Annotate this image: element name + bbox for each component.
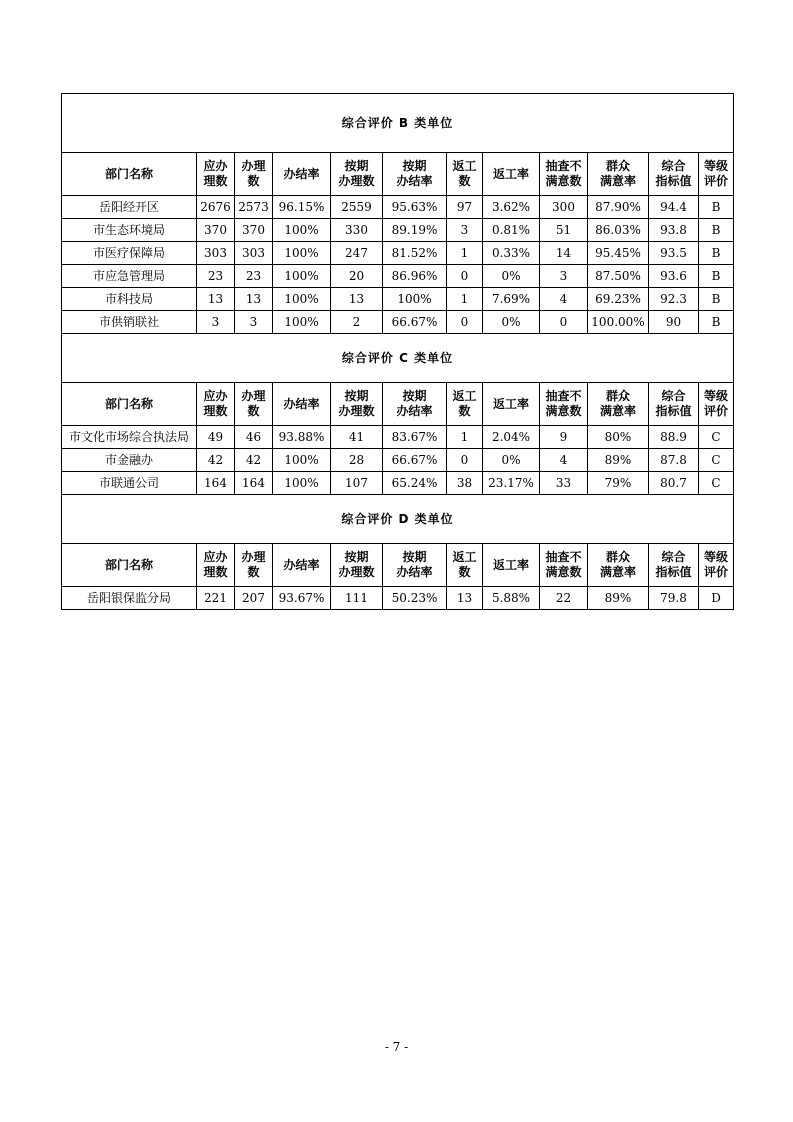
rework-count-cell: 1 (447, 242, 483, 265)
table-header-row (62, 383, 734, 426)
completion-rate-cell: 93.88% (273, 426, 331, 449)
header-assigned-count: 应办 理数 (197, 383, 235, 426)
ontime-count-cell: 41 (331, 426, 383, 449)
ontime-count-cell: 330 (331, 219, 383, 242)
grade-cell: B (699, 288, 734, 311)
handled-count-cell: 42 (235, 449, 273, 472)
composite-index-cell: 88.9 (649, 426, 699, 449)
table-row (62, 472, 734, 495)
department-name-cell: 市科技局 (62, 288, 197, 311)
department-name-cell: 岳阳经开区 (62, 196, 197, 219)
ontime-count-cell: 13 (331, 288, 383, 311)
rework-rate-cell: 23.17% (483, 472, 540, 495)
handled-count-cell: 46 (235, 426, 273, 449)
header-ontime-count: 按期 办理数 (331, 383, 383, 426)
ontime-rate-cell: 81.52% (383, 242, 447, 265)
handled-count-cell: 13 (235, 288, 273, 311)
table-header-row (62, 153, 734, 196)
header-rework-rate: 返工率 (483, 544, 540, 587)
section-title-b: 综合评价 B 类单位 (62, 94, 734, 153)
ontime-rate-cell: 89.19% (383, 219, 447, 242)
header-ontime-count: 按期 办理数 (331, 544, 383, 587)
completion-rate-cell: 100% (273, 311, 331, 334)
header-grade: 等级 评价 (699, 153, 734, 196)
rework-rate-cell: 7.69% (483, 288, 540, 311)
handled-count-cell: 23 (235, 265, 273, 288)
header-public-satisfaction: 群众 满意率 (588, 544, 649, 587)
rework-count-cell: 97 (447, 196, 483, 219)
header-completion-rate: 办结率 (273, 153, 331, 196)
header-composite-index: 综合 指标值 (649, 383, 699, 426)
completion-rate-cell: 100% (273, 219, 331, 242)
department-name-cell: 市文化市场综合执法局 (62, 426, 197, 449)
ontime-rate-cell: 83.67% (383, 426, 447, 449)
completion-rate-cell: 100% (273, 449, 331, 472)
handled-count-cell: 370 (235, 219, 273, 242)
header-rework-count: 返工 数 (447, 544, 483, 587)
grade-cell: C (699, 472, 734, 495)
header-ontime-rate: 按期 办结率 (383, 383, 447, 426)
section-title-c: 综合评价 C 类单位 (62, 334, 734, 383)
rework-rate-cell: 0% (483, 449, 540, 472)
rework-rate-cell: 0% (483, 311, 540, 334)
department-name-cell: 市医疗保障局 (62, 242, 197, 265)
header-public-satisfaction: 群众 满意率 (588, 153, 649, 196)
rework-rate-cell: 0.81% (483, 219, 540, 242)
spot-check-unsatisfied-cell: 0 (540, 311, 588, 334)
public-satisfaction-cell: 89% (588, 449, 649, 472)
grade-cell: D (699, 587, 734, 610)
public-satisfaction-cell: 80% (588, 426, 649, 449)
public-satisfaction-cell: 69.23% (588, 288, 649, 311)
assigned-count-cell: 303 (197, 242, 235, 265)
grade-cell: B (699, 265, 734, 288)
header-public-satisfaction: 群众 满意率 (588, 383, 649, 426)
composite-index-cell: 93.8 (649, 219, 699, 242)
spot-check-unsatisfied-cell: 300 (540, 196, 588, 219)
ontime-count-cell: 247 (331, 242, 383, 265)
spot-check-unsatisfied-cell: 3 (540, 265, 588, 288)
composite-index-cell: 93.5 (649, 242, 699, 265)
header-spot-check-unsatisfied: 抽查不 满意数 (540, 544, 588, 587)
table-row (62, 426, 734, 449)
header-ontime-rate: 按期 办结率 (383, 544, 447, 587)
header-completion-rate: 办结率 (273, 544, 331, 587)
composite-index-cell: 79.8 (649, 587, 699, 610)
ontime-count-cell: 107 (331, 472, 383, 495)
table-row (62, 242, 734, 265)
department-name-cell: 岳阳银保监分局 (62, 587, 197, 610)
table-row (62, 219, 734, 242)
composite-index-cell: 93.6 (649, 265, 699, 288)
ontime-rate-cell: 95.63% (383, 196, 447, 219)
spot-check-unsatisfied-cell: 4 (540, 449, 588, 472)
table-header-row (62, 544, 734, 587)
rework-rate-cell: 0.33% (483, 242, 540, 265)
spot-check-unsatisfied-cell: 9 (540, 426, 588, 449)
spot-check-unsatisfied-cell: 22 (540, 587, 588, 610)
table-row (62, 311, 734, 334)
table-row (62, 288, 734, 311)
completion-rate-cell: 100% (273, 288, 331, 311)
header-assigned-count: 应办 理数 (197, 544, 235, 587)
header-composite-index: 综合 指标值 (649, 544, 699, 587)
header-grade: 等级 评价 (699, 383, 734, 426)
rework-rate-cell: 5.88% (483, 587, 540, 610)
ontime-count-cell: 28 (331, 449, 383, 472)
assigned-count-cell: 23 (197, 265, 235, 288)
rework-count-cell: 1 (447, 426, 483, 449)
header-spot-check-unsatisfied: 抽查不 满意数 (540, 383, 588, 426)
handled-count-cell: 207 (235, 587, 273, 610)
public-satisfaction-cell: 89% (588, 587, 649, 610)
assigned-count-cell: 221 (197, 587, 235, 610)
evaluation-table (61, 93, 734, 610)
header-ontime-count: 按期 办理数 (331, 153, 383, 196)
composite-index-cell: 94.4 (649, 196, 699, 219)
spot-check-unsatisfied-cell: 33 (540, 472, 588, 495)
completion-rate-cell: 100% (273, 265, 331, 288)
public-satisfaction-cell: 95.45% (588, 242, 649, 265)
rework-rate-cell: 2.04% (483, 426, 540, 449)
assigned-count-cell: 3 (197, 311, 235, 334)
header-completion-rate: 办结率 (273, 383, 331, 426)
assigned-count-cell: 42 (197, 449, 235, 472)
header-handled-count: 办理 数 (235, 153, 273, 196)
ontime-rate-cell: 66.67% (383, 449, 447, 472)
header-department-name: 部门名称 (62, 153, 197, 196)
ontime-count-cell: 20 (331, 265, 383, 288)
public-satisfaction-cell: 100.00% (588, 311, 649, 334)
ontime-count-cell: 2 (331, 311, 383, 334)
assigned-count-cell: 2676 (197, 196, 235, 219)
assigned-count-cell: 370 (197, 219, 235, 242)
ontime-rate-cell: 100% (383, 288, 447, 311)
header-handled-count: 办理 数 (235, 383, 273, 426)
table-row (62, 449, 734, 472)
rework-count-cell: 0 (447, 265, 483, 288)
rework-count-cell: 1 (447, 288, 483, 311)
header-assigned-count: 应办 理数 (197, 153, 235, 196)
header-rework-rate: 返工率 (483, 153, 540, 196)
ontime-rate-cell: 65.24% (383, 472, 447, 495)
public-satisfaction-cell: 87.50% (588, 265, 649, 288)
section-title-d: 综合评价 D 类单位 (62, 495, 734, 544)
grade-cell: B (699, 219, 734, 242)
department-name-cell: 市供销联社 (62, 311, 197, 334)
grade-cell: B (699, 311, 734, 334)
department-name-cell: 市联通公司 (62, 472, 197, 495)
assigned-count-cell: 164 (197, 472, 235, 495)
header-handled-count: 办理 数 (235, 544, 273, 587)
composite-index-cell: 90 (649, 311, 699, 334)
section-title-row (62, 334, 734, 383)
department-name-cell: 市金融办 (62, 449, 197, 472)
public-satisfaction-cell: 86.03% (588, 219, 649, 242)
spot-check-unsatisfied-cell: 14 (540, 242, 588, 265)
rework-rate-cell: 0% (483, 265, 540, 288)
handled-count-cell: 303 (235, 242, 273, 265)
department-name-cell: 市应急管理局 (62, 265, 197, 288)
header-composite-index: 综合 指标值 (649, 153, 699, 196)
department-name-cell: 市生态环境局 (62, 219, 197, 242)
ontime-count-cell: 111 (331, 587, 383, 610)
rework-count-cell: 0 (447, 449, 483, 472)
ontime-count-cell: 2559 (331, 196, 383, 219)
grade-cell: B (699, 196, 734, 219)
handled-count-cell: 3 (235, 311, 273, 334)
table-row (62, 265, 734, 288)
ontime-rate-cell: 86.96% (383, 265, 447, 288)
rework-count-cell: 0 (447, 311, 483, 334)
rework-count-cell: 13 (447, 587, 483, 610)
grade-cell: B (699, 242, 734, 265)
spot-check-unsatisfied-cell: 51 (540, 219, 588, 242)
table-row (62, 196, 734, 219)
completion-rate-cell: 93.67% (273, 587, 331, 610)
grade-cell: C (699, 426, 734, 449)
grade-cell: C (699, 449, 734, 472)
header-department-name: 部门名称 (62, 544, 197, 587)
ontime-rate-cell: 50.23% (383, 587, 447, 610)
rework-count-cell: 3 (447, 219, 483, 242)
section-title-row (62, 495, 734, 544)
header-department-name: 部门名称 (62, 383, 197, 426)
completion-rate-cell: 96.15% (273, 196, 331, 219)
composite-index-cell: 80.7 (649, 472, 699, 495)
spot-check-unsatisfied-cell: 4 (540, 288, 588, 311)
section-title-row (62, 94, 734, 153)
composite-index-cell: 92.3 (649, 288, 699, 311)
table-row (62, 587, 734, 610)
handled-count-cell: 164 (235, 472, 273, 495)
rework-rate-cell: 3.62% (483, 196, 540, 219)
header-rework-rate: 返工率 (483, 383, 540, 426)
completion-rate-cell: 100% (273, 472, 331, 495)
header-spot-check-unsatisfied: 抽查不 满意数 (540, 153, 588, 196)
header-rework-count: 返工 数 (447, 383, 483, 426)
completion-rate-cell: 100% (273, 242, 331, 265)
public-satisfaction-cell: 87.90% (588, 196, 649, 219)
header-ontime-rate: 按期 办结率 (383, 153, 447, 196)
rework-count-cell: 38 (447, 472, 483, 495)
assigned-count-cell: 13 (197, 288, 235, 311)
page-number: - 7 - (384, 1040, 409, 1054)
ontime-rate-cell: 66.67% (383, 311, 447, 334)
public-satisfaction-cell: 79% (588, 472, 649, 495)
assigned-count-cell: 49 (197, 426, 235, 449)
composite-index-cell: 87.8 (649, 449, 699, 472)
header-grade: 等级 评价 (699, 544, 734, 587)
header-rework-count: 返工 数 (447, 153, 483, 196)
handled-count-cell: 2573 (235, 196, 273, 219)
